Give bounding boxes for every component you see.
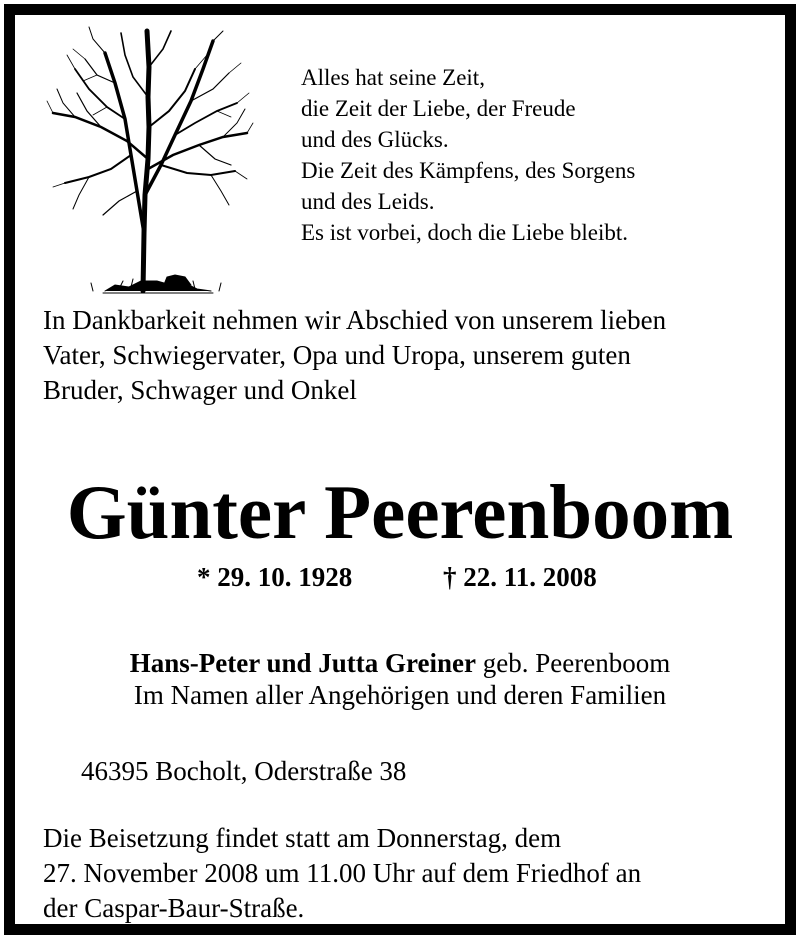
poem-line: Die Zeit des Kämpfens, des Sorgens xyxy=(301,158,636,183)
poem-line: und des Leids. xyxy=(301,189,435,214)
intro-line: Vater, Schwiegervater, Opa und Uropa, unserem guten xyxy=(43,340,631,370)
on-behalf-line: Im Namen aller Angehörigen und deren Familien xyxy=(133,680,667,710)
funeral-line: 27. November 2008 um 11.00 Uhr auf dem Friedhof an xyxy=(43,858,642,888)
intro-line: Bruder, Schwager und Onkel xyxy=(43,375,357,405)
poem-line: Alles hat seine Zeit, xyxy=(301,65,485,90)
deceased-name: Günter Peerenboom xyxy=(66,469,734,555)
obituary-notice xyxy=(4,4,796,935)
death-date: † 22. 11. 2008 xyxy=(443,562,597,592)
funeral-line: der Caspar-Baur-Straße. xyxy=(43,893,305,923)
maiden-name: geb. Peerenboom xyxy=(476,648,671,678)
bare-tree-icon xyxy=(45,19,255,297)
funeral-details xyxy=(43,821,641,926)
poem-line: und des Glücks. xyxy=(301,127,449,152)
mourners xyxy=(15,647,785,711)
funeral-line: Die Beisetzung findet statt am Donnerstag, dem xyxy=(43,823,562,853)
intro-line: In Dankbarkeit nehmen wir Abschied von unserem lieben xyxy=(43,305,667,335)
poem xyxy=(301,62,635,248)
mourner-names: Hans-Peter und Jutta Greiner xyxy=(129,648,477,678)
mourner-names-line xyxy=(15,647,785,679)
intro-text xyxy=(43,303,666,408)
address: 46395 Bocholt, Oderstraße 38 xyxy=(81,756,407,786)
poem-line: Es ist vorbei, doch die Liebe bleibt. xyxy=(301,220,629,245)
poem-line: die Zeit der Liebe, der Freude xyxy=(301,96,576,121)
birth-date: * 29. 10. 1928 xyxy=(197,562,353,592)
